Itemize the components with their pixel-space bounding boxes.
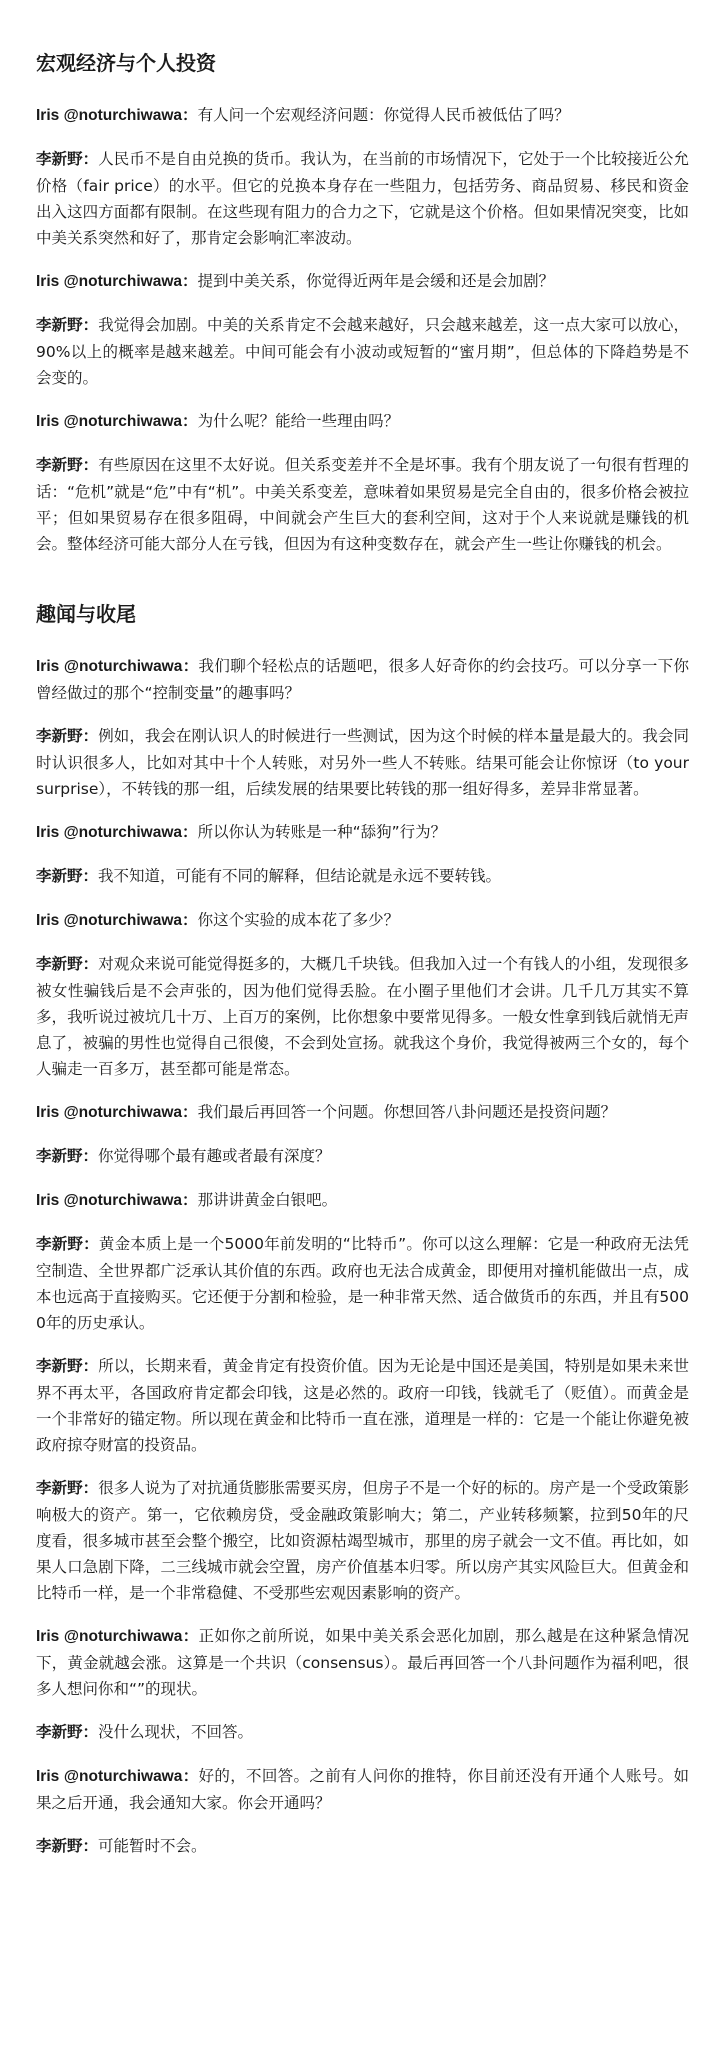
speaker-separator: ： bbox=[83, 1235, 99, 1253]
dialogue-text: 为什么呢？能给一些理由吗？ bbox=[197, 412, 400, 430]
dialogue-text: 提到中美关系，你觉得近两年是会缓和还是会加剧？ bbox=[197, 272, 555, 290]
dialogue-text: 很多人说为了对抗通货膨胀需要买房，但房子不是一个好的标的。房产是一个受政策影响极大的资产。第一，它依赖房贷，受金融政策影响大；第二，产业转移频繁，拉到50年的尺度看，很多城市甚至会整个搬空，比如资源枯竭型城市，那里的房子就会一文不值。再比如，如果人口急剧下降，二三线城市就会空置，房产价值基本归零。所以房产其实风险巨大。但黄金和比特币一样，是一个非常稳健、不受那些宏观因素影响的资产。 bbox=[36, 1479, 689, 1602]
speaker-separator: ： bbox=[182, 106, 198, 124]
dialogue-entry bbox=[36, 408, 689, 435]
speaker-name: Iris @noturchiwawa bbox=[36, 107, 183, 124]
speaker-name: 李新野 bbox=[36, 956, 83, 973]
speaker-separator: ： bbox=[82, 1147, 99, 1165]
dialogue-text: 好的，不回答。之前有人问你的推特，你目前还没有开通个人账号。如果之后开通，我会通知大家。你会开通吗？ bbox=[36, 1767, 689, 1812]
dialogue-entry bbox=[36, 452, 689, 557]
speaker-separator: ： bbox=[82, 456, 99, 474]
speaker-name: Iris @noturchiwawa bbox=[36, 413, 183, 430]
dialogue-entry bbox=[36, 1475, 689, 1606]
dialogue-entry bbox=[36, 653, 689, 706]
speaker-name: Iris @noturchiwawa bbox=[36, 1192, 183, 1209]
dialogue-text: 我觉得会加剧。中美的关系肯定不会越来越好，只会越来越差，这一点大家可以放心，90%以上的概率是越来越差。中间可能会有小波动或短暂的“蜜月期”，但总体的下降趋势是不会变的。 bbox=[36, 316, 689, 387]
speaker-separator: ： bbox=[182, 412, 198, 430]
speaker-name: 李新野 bbox=[36, 457, 83, 474]
speaker-name: Iris @noturchiwawa bbox=[36, 658, 183, 675]
dialogue-entry bbox=[36, 1099, 689, 1126]
dialogue-entry bbox=[36, 819, 689, 846]
speaker-name: 李新野 bbox=[36, 1838, 83, 1855]
dialogue-text: 人民币不是自由兑换的货币。我认为，在当前的市场情况下，它处于一个比较接近公允价格（fair price）的水平。但它的兑换本身存在一些阻力，包括劳务、商品贸易、移民和资金出入这四方面都有限制。在这些现有阻力的合力之下，它就是这个价格。但如果情况突变，比如中美关系突然和好了，那肯定会影响汇率波动。 bbox=[36, 150, 689, 247]
speaker-separator: ： bbox=[82, 316, 99, 334]
speaker-name: 李新野 bbox=[36, 1358, 83, 1375]
dialogue-list bbox=[36, 653, 689, 1860]
speaker-separator: ： bbox=[182, 272, 198, 290]
speaker-separator: ： bbox=[182, 657, 199, 675]
speaker-name: 李新野 bbox=[36, 1480, 83, 1497]
dialogue-entry bbox=[36, 1623, 689, 1702]
speaker-name: Iris @noturchiwawa bbox=[36, 1104, 183, 1121]
dialogue-text: 可能暂时不会。 bbox=[98, 1837, 207, 1855]
dialogue-entry bbox=[36, 907, 689, 934]
speaker-separator: ： bbox=[82, 867, 99, 885]
dialogue-entry bbox=[36, 1719, 689, 1746]
dialogue-text: 有人问一个宏观经济问题：你觉得人民币被低估了吗？ bbox=[197, 106, 570, 124]
speaker-separator: ： bbox=[82, 1479, 99, 1497]
dialogue-list bbox=[36, 102, 689, 557]
speaker-separator: ： bbox=[182, 1191, 198, 1209]
speaker-name: 李新野 bbox=[36, 1148, 83, 1165]
speaker-name: Iris @noturchiwawa bbox=[36, 1768, 183, 1785]
dialogue-entry bbox=[36, 312, 689, 391]
section-title: 宏观经济与个人投资 bbox=[36, 51, 216, 75]
speaker-separator: ： bbox=[182, 1627, 199, 1645]
dialogue-text: 我们聊个轻松点的话题吧，很多人好奇你的约会技巧。可以分享一下你曾经做过的那个“控制变量”的趣事吗？ bbox=[36, 657, 689, 702]
speaker-separator: ： bbox=[82, 955, 99, 973]
dialogue-entry bbox=[36, 1231, 689, 1336]
dialogue-text: 对观众来说可能觉得挺多的，大概几千块钱。但我加入过一个有钱人的小组，发现很多被女性骗钱后是不会声张的，因为他们觉得丢脸。在小圈子里他们才会讲。几千几万其实不算多，我听说过被坑几十万、上百万的案例，比你想象中要常见得多。一般女性拿到钱后就悄无声息了，被骗的男性也觉得自己很傻，不会到处宣扬。就我这个身价，我觉得被两三个女的，每个人骗走一百多万，甚至都可能是常态。 bbox=[36, 955, 689, 1078]
dialogue-text: 所以，长期来看，黄金肯定有投资价值。因为无论是中国还是美国，特别是如果未来世界不再太平，各国政府肯定都会印钱，这是必然的。政府一印钱，钱就毛了（贬值）。而黄金是一个非常好的锚定物。所以现在黄金和比特币一直在涨，道理是一样的：它是一个能让你避免被政府掠夺财富的投资品。 bbox=[36, 1357, 689, 1454]
speaker-name: 李新野 bbox=[36, 151, 83, 168]
speaker-name: Iris @noturchiwawa bbox=[36, 1628, 183, 1645]
dialogue-entry bbox=[36, 1833, 689, 1860]
dialogue-entry bbox=[36, 1143, 689, 1170]
speaker-name: 李新野 bbox=[36, 317, 83, 334]
dialogue-text: 我不知道，可能有不同的解释，但结论就是永远不要转钱。 bbox=[98, 867, 502, 885]
dialogue-entry bbox=[36, 102, 689, 129]
speaker-separator: ： bbox=[82, 1723, 99, 1741]
dialogue-entry bbox=[36, 951, 689, 1082]
speaker-separator: ： bbox=[82, 727, 99, 745]
dialogue-text: 有些原因在这里不太好说。但关系变差并不全是坏事。我有个朋友说了一句很有哲理的话：“危机”就是“危”中有“机”。中美关系变差，意味着如果贸易是完全自由的，很多价格会被拉平；但如果贸易存在很多阻碍，中间就会产生巨大的套利空间，这对于个人来说就是赚钱的机会。整体经济可能大部分人在亏钱，但因为有这种变数存在，就会产生一些让你赚钱的机会。 bbox=[36, 456, 689, 553]
section-title: 趣闻与收尾 bbox=[36, 602, 136, 626]
dialogue-entry bbox=[36, 1763, 689, 1816]
section-anecdotes bbox=[36, 601, 689, 1860]
speaker-separator: ： bbox=[182, 1103, 198, 1121]
dialogue-entry bbox=[36, 268, 689, 295]
speaker-separator: ： bbox=[182, 823, 198, 841]
speaker-separator: ： bbox=[182, 911, 198, 929]
dialogue-text: 你这个实验的成本花了多少？ bbox=[197, 911, 400, 929]
speaker-separator: ： bbox=[82, 1357, 99, 1375]
dialogue-entry bbox=[36, 723, 689, 802]
speaker-name: 李新野 bbox=[36, 1236, 84, 1253]
dialogue-text: 我们最后再回答一个问题。你想回答八卦问题还是投资问题？ bbox=[197, 1103, 617, 1121]
speaker-name: Iris @noturchiwawa bbox=[36, 824, 183, 841]
dialogue-entry bbox=[36, 146, 689, 251]
section-macro bbox=[36, 50, 689, 557]
dialogue-text: 所以你认为转账是一种“舔狗”行为？ bbox=[197, 823, 447, 841]
dialogue-entry bbox=[36, 1187, 689, 1214]
speaker-name: 李新野 bbox=[36, 728, 83, 745]
dialogue-text: 那讲讲黄金白银吧。 bbox=[197, 1191, 338, 1209]
dialogue-text: 没什么现状，不回答。 bbox=[98, 1723, 254, 1741]
dialogue-text: 例如，我会在刚认识人的时候进行一些测试，因为这个时候的样本量是最大的。我会同时认识很多人，比如对其中十个人转账，对另外一些人不转账。结果可能会让你惊讶（to your surprise），不转钱的那一组，后续发展的结果要比转钱的那一组好得多，差异非常显著。 bbox=[36, 727, 689, 798]
speaker-name: Iris @noturchiwawa bbox=[36, 912, 183, 929]
dialogue-entry bbox=[36, 1353, 689, 1458]
speaker-separator: ： bbox=[82, 1837, 99, 1855]
speaker-separator: ： bbox=[182, 1767, 199, 1785]
speaker-separator: ： bbox=[82, 150, 99, 168]
dialogue-text: 黄金本质上是一个5000年前发明的“比特币”。你可以这么理解：它是一种政府无法凭空制造、全世界都广泛承认其价值的东西。政府也无法合成黄金，即便用对撞机能做出一点，成本也远高于直接购买。它还便于分割和检验，是一种非常天然、适合做货币的东西，并且有5000年的历史承认。 bbox=[36, 1235, 689, 1332]
speaker-name: 李新野 bbox=[36, 868, 83, 885]
speaker-name: Iris @noturchiwawa bbox=[36, 273, 183, 290]
speaker-name: 李新野 bbox=[36, 1724, 83, 1741]
dialogue-entry bbox=[36, 863, 689, 890]
dialogue-text: 你觉得哪个最有趣或者最有深度？ bbox=[98, 1147, 331, 1165]
dialogue-text: 正如你之前所说，如果中美关系会恶化加剧，那么越是在这种紧急情况下，黄金就越会涨。这算是一个共识（consensus）。最后再回答一个八卦问题作为福利吧，很多人想问你和“”的现状。 bbox=[36, 1627, 689, 1698]
